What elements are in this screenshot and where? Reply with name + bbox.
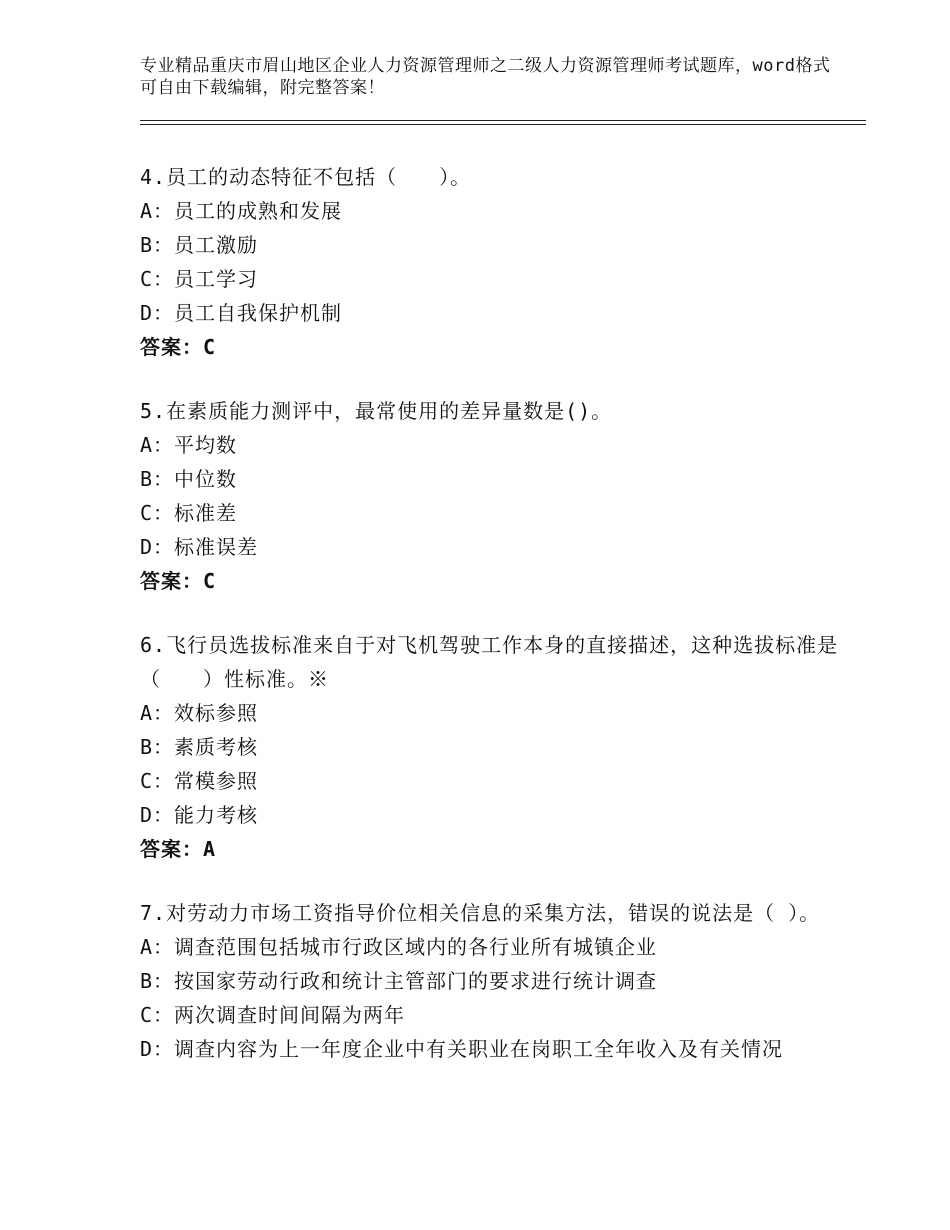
option-c: C：常模参照 (140, 769, 259, 793)
option-d: D：标准误差 (140, 535, 259, 559)
option-b: B：员工激励 (140, 233, 259, 257)
answer-line: 答案：C (140, 335, 217, 359)
option-b: B：中位数 (140, 467, 238, 491)
option-b: B：素质考核 (140, 735, 259, 759)
header-rule-bottom (140, 124, 866, 125)
question-6 (140, 628, 840, 866)
question-7 (140, 896, 840, 1066)
header-rule-top (140, 120, 866, 121)
answer-line: 答案：C (140, 569, 217, 593)
question-5 (140, 394, 840, 598)
question-stem: 6.飞行员选拔标准来自于对飞机驾驶工作本身的直接描述，这种选拔标准是（ ）性标准。※ (140, 633, 839, 691)
answer-line: 答案：A (140, 837, 217, 861)
option-list (140, 696, 840, 832)
option-a: A：平均数 (140, 433, 238, 457)
option-b: B：按国家劳动行政和统计主管部门的要求进行统计调查 (140, 969, 658, 993)
option-c: C：标准差 (140, 501, 238, 525)
question-4 (140, 160, 840, 364)
question-stem: 4.员工的动态特征不包括（ ）。 (140, 165, 472, 189)
document-header: 专业精品重庆市眉山地区企业人力资源管理师之二级人力资源管理师考试题库，word格式可自由下载编辑，附完整答案！ (140, 56, 831, 98)
option-c: C：两次调查时间间隔为两年 (140, 1003, 406, 1027)
option-d: D：能力考核 (140, 803, 259, 827)
question-stem: 7.对劳动力市场工资指导价位相关信息的采集方法，错误的说法是（ ）。 (140, 901, 821, 925)
option-a: A：调查范围包括城市行政区域内的各行业所有城镇企业 (140, 935, 658, 959)
option-d: D：调查内容为上一年度企业中有关职业在岗职工全年收入及有关情况 (140, 1037, 784, 1061)
option-list (140, 194, 840, 330)
option-d: D：员工自我保护机制 (140, 301, 343, 325)
option-c: C：员工学习 (140, 267, 259, 291)
question-list (140, 160, 840, 1096)
option-a: A：员工的成熟和发展 (140, 199, 343, 223)
option-a: A：效标参照 (140, 701, 259, 725)
option-list (140, 930, 840, 1066)
question-stem: 5.在素质能力测评中，最常使用的差异量数是()。 (140, 399, 613, 423)
option-list (140, 428, 840, 564)
